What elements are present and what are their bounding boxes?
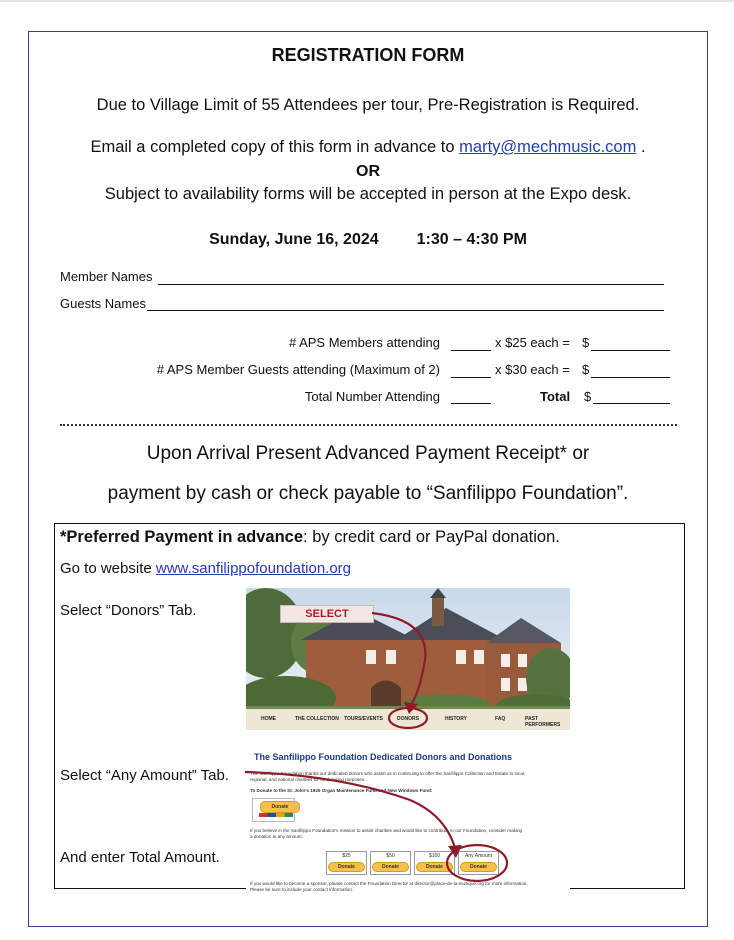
site-nav-collection[interactable]: THE COLLECTION [295,716,339,722]
fee-rate-guests: x $30 each = [495,362,570,377]
website-link[interactable]: www.sanfilippofoundation.org [155,560,352,577]
site-nav-past-performers[interactable]: PAST PERFORMERS [525,716,561,728]
fee-label-total: Total Number Attending [304,389,440,404]
fee-label-guests: # APS Member Guests attending (Maximum of 2) [156,362,440,377]
preferred-payment-bold: *Preferred Payment in advance [60,528,304,546]
donate-button[interactable]: Donate [328,862,365,872]
amount-label: $25 [342,853,351,859]
fee-rate-members: x $25 each = [495,335,570,350]
site-nav-bar [246,709,570,730]
believe-line-2: a donation in any amount: [250,834,303,839]
fee-label-members: # APS Members attending [288,335,440,350]
arrival-line-1: Upon Arrival Present Advanced Payment Receipt* or [146,443,590,464]
website-prefix: Go to website [60,560,156,577]
donors-page-screenshot [246,747,570,892]
form-title: REGISTRATION FORM [271,45,465,65]
donors-intro: The Sanfilippo Foundation thanks our dedicated donors who assist us in continuing to offer the Sanfilippo Collection and Estate to local, [250,771,526,776]
guest-names-label: Guests Names [60,296,146,311]
email-instruction [28,138,708,157]
step-donors: Select “Donors” Tab. [60,602,197,619]
email-prefix: Email a completed copy of this form in advance to [90,138,460,156]
guests-amount-field[interactable] [591,377,670,378]
dotted-divider [60,424,677,426]
fund-donate-frame [252,798,295,822]
fee-currency-members: $ [582,335,590,350]
amount-option-100[interactable] [414,851,455,875]
donate-button[interactable]: Donate [372,862,409,872]
sponsor-line-2: Please be sure to include your contact information. [250,887,354,892]
total-amount-field[interactable] [593,403,670,404]
fee-currency-guests: $ [582,362,590,377]
organ-fund-line: To Donate to the St. John's 1925 Organ Maintenance Fund and New Windows Fund: [250,788,433,793]
preferred-payment [60,528,560,547]
amount-label: $100 [428,853,441,859]
top-rule [0,0,734,2]
step-enter-total: And enter Total Amount. [60,849,220,866]
email-suffix: . [636,138,646,156]
donors-intro-2: regional, and national charities for fund raising purposes. [250,777,366,782]
total-count-field[interactable] [451,403,491,404]
amount-label: Any Amount [465,853,492,859]
members-count-field[interactable] [451,350,491,351]
member-names-label: Member Names [60,269,153,284]
card-logos-icon [259,813,293,817]
amount-option-50[interactable] [370,851,411,875]
site-nav-history[interactable]: HISTORY [445,716,467,722]
fee-total-label: Total [540,389,571,404]
members-amount-field[interactable] [591,350,670,351]
preferred-payment-rest: : by credit card or PayPal donation. [303,528,560,546]
donate-button[interactable]: Donate [416,862,453,872]
site-nav-tours[interactable]: TOURS/EVENTS [344,716,383,722]
email-link[interactable]: marty@mechmusic.com [459,138,637,156]
guest-names-field[interactable] [147,310,664,311]
member-names-field[interactable] [158,284,664,285]
guests-count-field[interactable] [451,377,491,378]
fee-currency-total: $ [584,389,592,404]
fund-donate-button[interactable]: Donate [260,801,300,813]
event-time: 1:30 – 4:30 PM [416,231,527,248]
site-nav-donors[interactable]: DONORS [397,716,419,722]
or-label: OR [356,163,380,180]
donate-button[interactable]: Donate [460,862,497,872]
event-datetime [28,231,708,249]
limit-notice: Due to Village Limit of 55 Attendees per tour, Pre-Registration is Required. [96,96,640,114]
believe-line: If you believe in the Sanfilippo Foundation's mission to assist charities and would like to contribute to our Foundation, consider making [250,828,523,833]
step-any-amount: Select “Any Amount” Tab. [60,767,229,784]
amount-label: $50 [386,853,395,859]
event-date: Sunday, June 16, 2024 [209,231,379,248]
amount-option-any[interactable] [458,851,499,875]
select-callout: SELECT [280,605,374,623]
sponsor-line: If you would like to become a sponsor, please contact the Foundation Director at director@place-de-la-musique.org for more information. [250,881,528,886]
arrival-line-2: payment by cash or check payable to “Sanfilippo Foundation”. [107,483,629,504]
in-person-notice: Subject to availability forms will be accepted in person at the Expo desk. [104,185,632,203]
donors-page-title: The Sanfilippo Foundation Dedicated Donors and Donations [254,752,512,762]
site-nav-home[interactable]: HOME [261,716,276,722]
website-instruction [60,560,351,577]
amount-option-25[interactable] [326,851,367,875]
site-nav-faq[interactable]: FAQ [495,716,506,722]
